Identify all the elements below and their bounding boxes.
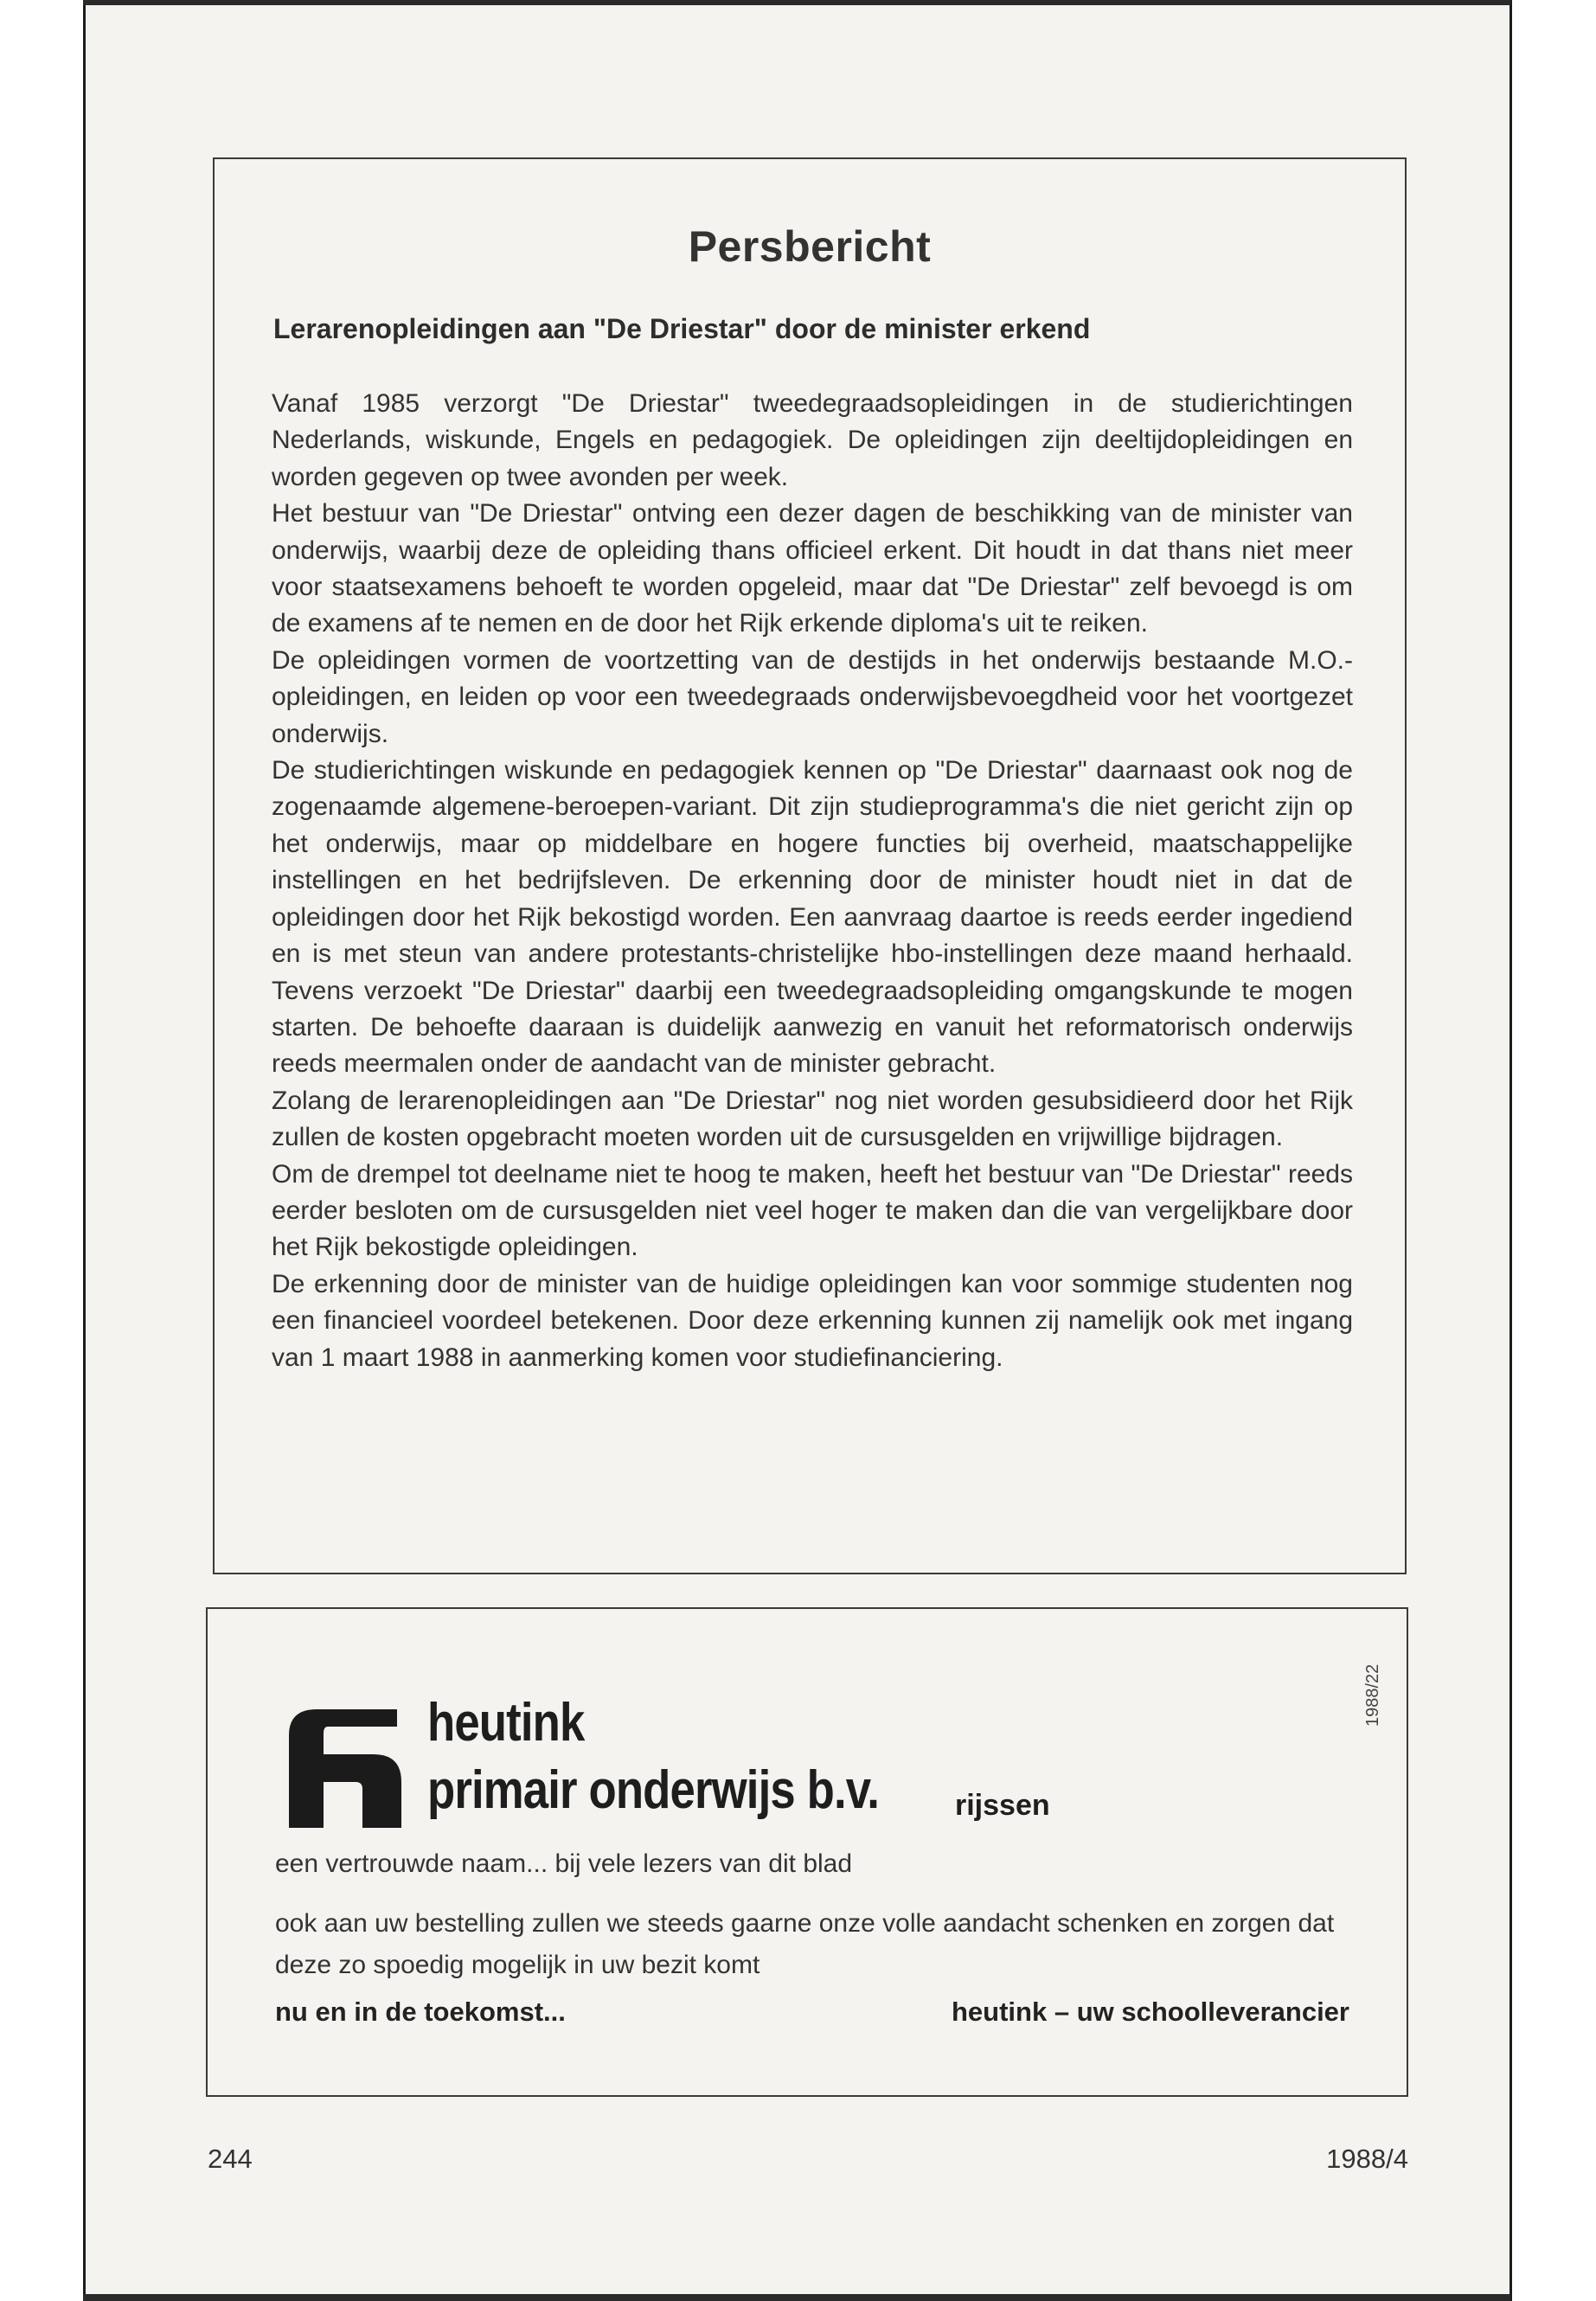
paragraph: De opleidingen vormen de voortzetting van de destijds in het onderwijs bestaande M.O.-opleidingen, en leiden op voor een tweedegraads onderwijsbevoegdheid voor het voortgezet onderwijs. — [272, 645, 1353, 748]
brand-subtitle: primair onderwijs b.v. — [427, 1760, 880, 1820]
ad-footer-slogan: nu en in de toekomst... — [275, 1997, 566, 2027]
paragraph: Zolang de lerarenopleidingen aan "De Driestar" nog niet worden gesubsidieerd door het Rijk zullen de kosten opgebracht moeten worden uit de cursusgelden en vrijwillige bijdragen. — [272, 1086, 1353, 1152]
ad-tagline: een vertrouwde naam... bij vele lezers van dit blad — [275, 1849, 853, 1878]
paragraph: Om de drempel tot deelname niet te hoog te maken, heeft het bestuur van "De Driestar" reeds eerder besloten om de cursusgelden niet veel hoger te maken dan die van vergelijkbare door het Rijk bekostigde opleidingen. — [272, 1159, 1353, 1262]
page-number: 244 — [208, 2144, 253, 2174]
heutink-advertisement — [206, 1607, 1408, 2097]
paragraph: Vanaf 1985 verzorgt "De Driestar" tweedegraadsopleidingen in de studierichtingen Nederlands, wiskunde, Engels en pedagogiek. De opleidingen zijn deeltijdopleidingen en worden gegeven op twee avonden per week. — [272, 389, 1353, 491]
heutink-h-logo-icon — [280, 1702, 410, 1832]
press-release-title: Persbericht — [688, 222, 932, 271]
press-release-box — [213, 157, 1407, 1574]
ad-body-text: ook aan uw bestelling zullen we steeds gaarne onze volle aandacht schenken en zorgen dat deze zo spoedig mogelijk in uw bezit komt — [275, 1909, 1335, 1979]
paragraph: De erkenning door de minister van de huidige opleidingen kan voor sommige studenten nog een financieel voordeel betekenen. Door deze erkenning kunnen zij namelijk ook met ingang van 1 maart 1988 in aanmerking komen voor studiefinanciering. — [272, 1269, 1353, 1372]
issue-number: 1988/4 — [1326, 2144, 1408, 2174]
ad-footer-brand: heutink – uw schoolleverancier — [952, 1997, 1349, 2027]
scan-border-top — [83, 0, 1510, 5]
paragraph: Het bestuur van "De Driestar" ontving een dezer dagen de beschikking van de minister van onderwijs, waarbij deze de opleiding thans officieel erkent. Dit houdt in dat thans niet meer voor staatsexamens behoeft te worden opgeleid, maar dat "De Driestar" zelf bevoegd is om de examens af te nemen en de door het Rijk erkende diploma's uit te reiken. — [272, 499, 1353, 638]
press-release-subtitle: Lerarenopleidingen aan "De Driestar" door de minister erkend — [273, 313, 1091, 344]
brand-name: heutink — [427, 1693, 585, 1753]
paragraph: De studierichtingen wiskunde en pedagogiek kennen op "De Driestar" daarnaast ook nog de zogenaamde algemene-beroepen-variant. Dit zijn studieprogramma's die niet gericht zijn op het onderwijs, maar op middelbare en hogere functies bij overheid, maatschappelijke instellingen en het bedrijfsleven. De erkenning door de minister houdt niet in dat de opleidingen door het Rijk bekostigd worden. Een aanvraag daartoe is reeds eerder ingediend en is met steun van andere protestants-christelijke hbo-instellingen deze maand herhaald. Tevens verzoekt "De Driestar" daarbij een tweedegraadsopleiding omgangskunde te mogen starten. De behoefte daaraan is duidelijk aanwezig en vanuit het reformatorisch onderwijs reeds meermalen onder de aandacht van de minister gebracht. — [272, 756, 1353, 1079]
press-release-body — [272, 386, 1353, 1376]
scan-border-bottom — [83, 2294, 1510, 2301]
scan-margin-right — [1509, 0, 1596, 2301]
ad-code: 1988/22 — [1363, 1663, 1382, 1727]
scan-margin-left — [0, 0, 86, 2301]
brand-city: rijssen — [955, 1789, 1050, 1822]
